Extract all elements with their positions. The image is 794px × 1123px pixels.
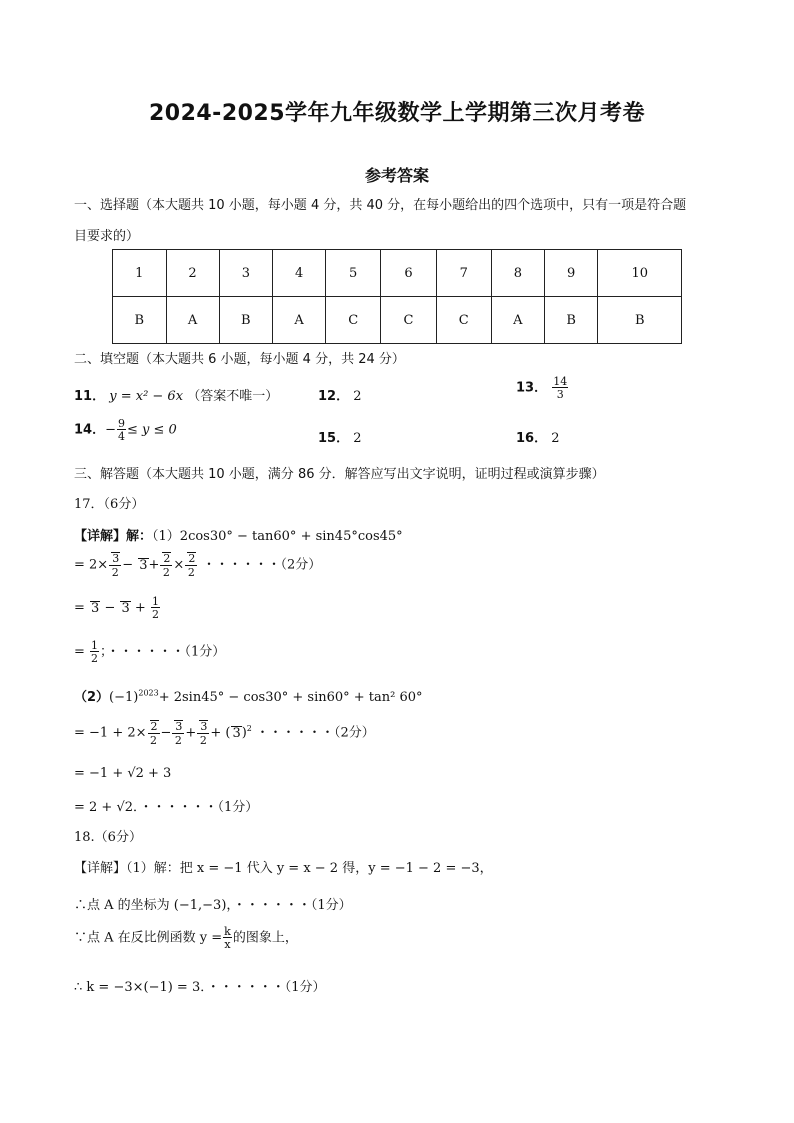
- q17-part1-line: 【详解】解：（1）2cos30° − tan60° + sin45°cos45°: [74, 529, 403, 544]
- q18-line3: ∵点 A 在反比例函数 y = $\frac{k}{x}$ 的图象上，: [74, 925, 298, 951]
- section2-heading: 二、填空题（本大题共 6 小题，每小题 4 分，共 24 分）: [74, 352, 405, 367]
- table-row-numbers: [113, 250, 682, 297]
- answer-11: 11． y = x² − 6x （答案不唯一）: [74, 389, 279, 404]
- answer-14: 14．− $\frac{9}{4}$ ≤ y ≤ 0: [74, 417, 177, 443]
- table-cell: 8: [491, 250, 544, 297]
- table-cell: A: [491, 297, 544, 344]
- table-cell: 2: [166, 250, 219, 297]
- answer-13: 13． $\frac{14}{3}$: [516, 375, 568, 401]
- fraction: $\frac{14}{3}$: [553, 375, 568, 401]
- table-cell: A: [166, 297, 219, 344]
- answer-12: 12． 2: [318, 389, 362, 404]
- q17-step3: = $\frac{1}{2}$ ；・・・・・・（1分）: [74, 639, 226, 665]
- q17-step6: = 2 + √2．・・・・・・（1分）: [74, 800, 259, 815]
- table-cell: B: [113, 297, 167, 344]
- q17-part2-line: $(2)(-1)^{2023}+ 2\sin 45^\circ - \cos 30^\circ + \sin 60^\circ + \tan^2$ 60°: [74, 688, 423, 705]
- q17-step2: = 3 − 3 + $\frac{1}{2}$: [74, 595, 159, 621]
- table-cell: C: [436, 297, 491, 344]
- table-cell: A: [273, 297, 326, 344]
- q18-line1: 【详解】（1）解：把 x = −1 代入 y = x − 2 得，y = −1 − 2 = −3，: [74, 861, 493, 876]
- q17-step1: = 2× $\frac{3}{2}$ − 3+ $\frac{2}{2}$ × $\frac{2}{2}$ ・・・・・・（2分）: [74, 552, 322, 580]
- section3-heading: 三、解答题（本大题共 10 小题，满分 86 分．解答应写出文字说明，证明过程或演算步骤）: [74, 467, 605, 482]
- answer-16: 16． 2: [516, 431, 560, 446]
- table-cell: 3: [219, 250, 273, 297]
- q17-step5: = −1 + √2 + 3: [74, 766, 172, 781]
- table-cell: 10: [598, 250, 682, 297]
- answer-key-subtitle: 参考答案: [364, 166, 429, 185]
- q18-line4: ∴ k = −3×(−1) = 3．・・・・・・（1分）: [74, 980, 326, 995]
- section1-heading: 一、选择题（本大题共 10 小题，每小题 4 分，共 40 分，在每小题给出的四个选项中，只有一项是符合题: [74, 198, 687, 213]
- table-cell: B: [219, 297, 273, 344]
- table-cell: 4: [273, 250, 326, 297]
- q18-line2: ∴点 A 的坐标为 (−1,−3)，・・・・・・（1分）: [74, 898, 352, 913]
- choice-answer-table: [112, 249, 682, 344]
- table-cell: B: [544, 297, 598, 344]
- q18-label: 18.（6分）: [74, 830, 142, 845]
- table-cell: 5: [326, 250, 381, 297]
- q17-step4: = −1 + 2× $\frac{2}{2}$ − $\frac{3}{2}$ + $\frac{3}{2}$ + ( 3)$^2$ ・・・・・・（2分）: [74, 720, 375, 748]
- fraction: $\frac{9}{4}$: [118, 417, 125, 443]
- answer-15: 15． 2: [318, 431, 362, 446]
- table-cell: C: [381, 297, 436, 344]
- table-row-answers: [113, 297, 682, 344]
- page-title: 2024-2025学年九年级数学上学期第三次月考卷: [148, 101, 646, 126]
- table-cell: C: [326, 297, 381, 344]
- q17-label: 17．（6分）: [74, 497, 145, 512]
- table-cell: 7: [436, 250, 491, 297]
- table-cell: 9: [544, 250, 598, 297]
- table-cell: 6: [381, 250, 436, 297]
- table-cell: B: [598, 297, 682, 344]
- section1-heading-cont: 目要求的）: [74, 229, 140, 244]
- table-cell: 1: [113, 250, 167, 297]
